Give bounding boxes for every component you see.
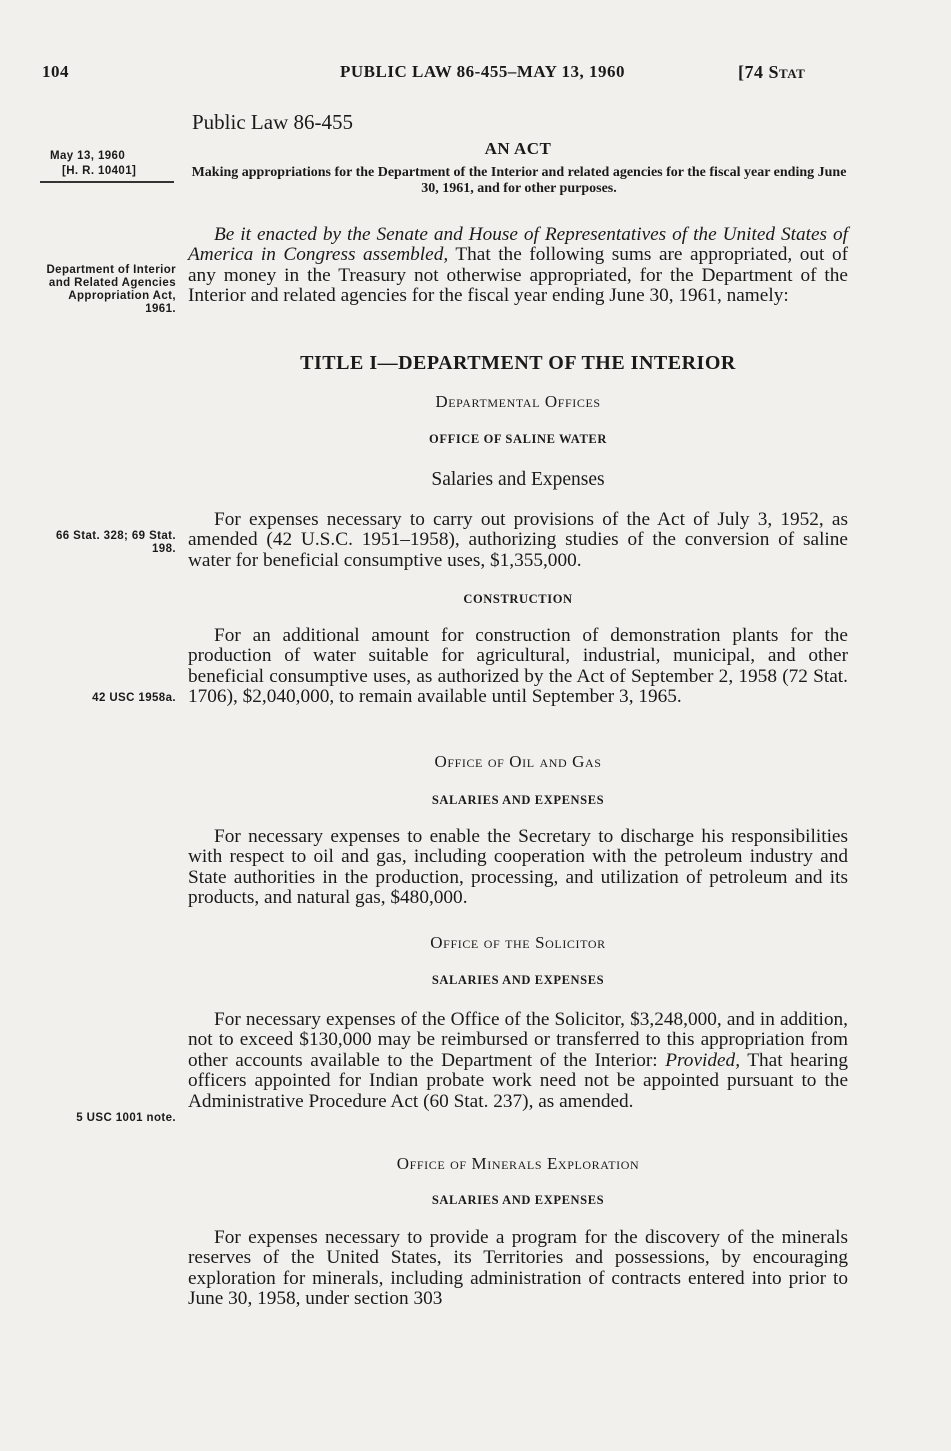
minerals-text (188, 1228, 848, 1310)
volume-reference: [74 Stat (738, 62, 806, 82)
oil-gas-text (188, 827, 848, 909)
margin-date: May 13, 1960 (50, 150, 126, 162)
construction-text (188, 626, 848, 708)
margin-usc-1001: 5 USC 1001 note. (76, 1112, 176, 1124)
margin-rule (40, 181, 174, 183)
enacting-clause (188, 225, 848, 307)
minerals-heading: Office of Minerals Exploration (396, 1154, 640, 1173)
page-number: 104 (42, 62, 69, 81)
saline-water-paragraph: For expenses necessary to carry out provisions of the Act of July 3, 1952, as amended (42 U.S.C. 1951–1958), authorizing studies of the conversion of saline water for beneficial consumptive uses, $1,355,000. (188, 509, 848, 571)
oil-gas-paragraph: For necessary expenses to enable the Secretary to discharge his responsibilities with respect to oil and gas, including cooperation with the petroleum industry and State authorities in the production, processing, and utilization of petroleum and its products, and natural gas, $480,000. (188, 826, 848, 909)
margin-bill: [H. R. 10401] (62, 165, 137, 177)
saline-water-text (188, 510, 848, 571)
enacting-italic: Be it enacted by the Senate and House of Representatives of the United States of America in Congress assembled, (188, 224, 848, 266)
solicitor-text-b: That hearing officers appointed for Indian probate work need not be appointed pursuant to the Administrative Procedure Act (60 Stat. 237), as amended. (188, 1049, 848, 1112)
margin-usc-1958a: 42 USC 1958a. (92, 692, 176, 704)
solicitor-provided: Provided, (665, 1049, 741, 1071)
saline-water-sub: Salaries and Expenses (431, 469, 605, 490)
saline-water-heading: OFFICE OF SALINE WATER (429, 432, 607, 446)
oil-gas-sub: SALARIES AND EXPENSES (431, 793, 605, 807)
margin-short-title: Department of Interior and Related Agencies Appropriation Act, 1961. (46, 264, 176, 315)
running-title: PUBLIC LAW 86-455–MAY 13, 1960 (340, 62, 625, 81)
oil-gas-heading: Office of Oil and Gas (434, 752, 602, 771)
minerals-paragraph: For expenses necessary to provide a program for the discovery of the minerals reserves of the United States, its Territories and possessions, by encouraging exploration for minerals, including administration of contracts entered into prior to June 30, 1958, under section 303 (188, 1227, 848, 1310)
law-title: Public Law 86-455 (192, 110, 353, 134)
enacting-rest: That the following sums are appropriated, out of any money in the Treasury not otherwise appropriated, for the Department of the Interior and related agencies for the fiscal year ending June 30, 1961, namely: (188, 244, 849, 307)
solicitor-heading: Office of the Solicitor (430, 933, 606, 952)
act-heading: AN ACT (484, 139, 552, 158)
margin-stat-ref: 66 Stat. 328; 69 Stat. 198. (55, 530, 176, 555)
construction-heading: CONSTRUCTION (463, 592, 573, 606)
minerals-sub: SALARIES AND EXPENSES (431, 1193, 605, 1207)
solicitor-text-a: For necessary expenses of the Office of the Solicitor, $3,248,000, and in addition, not to exceed $130,000 may be reimbursed or transferred to this appropriation from other accounts available to the Department of the Interior: (188, 1009, 848, 1071)
act-purpose: Making appropriations for the Department of the Interior and related agencies for the fiscal year ending June 30, 1961, and for other purposes. (191, 165, 847, 196)
title-one: TITLE I—DEPARTMENT OF THE INTERIOR (300, 352, 736, 374)
solicitor-text (188, 1010, 848, 1112)
departmental-offices: Departmental Offices (435, 392, 601, 411)
solicitor-sub: SALARIES AND EXPENSES (431, 973, 605, 987)
construction-paragraph: For an additional amount for construction of demonstration plants for the production of water suitable for agricultural, industrial, municipal, and other beneficial consumptive uses, as authorized by the Act of September 2, 1958 (72 Stat. 1706), $2,040,000, to remain available until September 3, 1965. (188, 625, 848, 708)
